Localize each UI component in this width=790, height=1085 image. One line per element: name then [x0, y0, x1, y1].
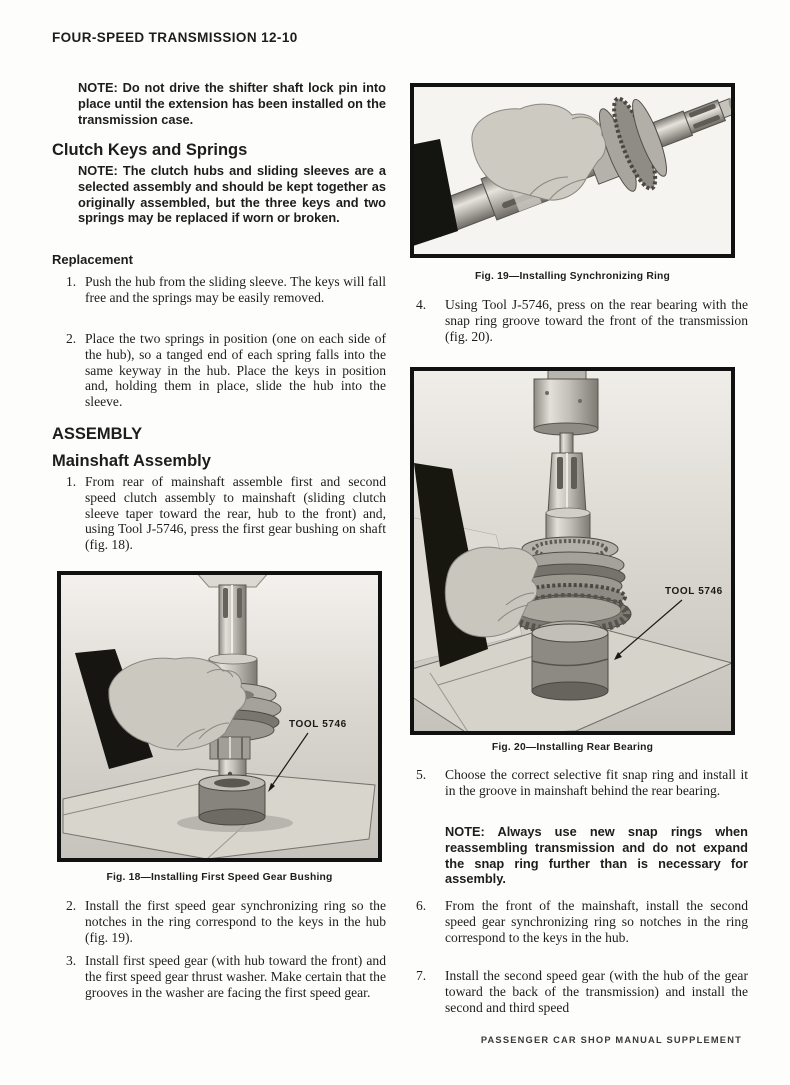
step-number: 2. [66, 331, 77, 346]
heading-assembly: ASSEMBLY [52, 425, 143, 443]
step-text: From the front of the mainshaft, install the second speed gear synchronizing ring so notches in the ring correspond to the keys in the hub. [445, 898, 748, 945]
fig18-caption: Fig. 18—Installing First Speed Gear Bushing [106, 872, 333, 883]
step-5 [416, 767, 748, 799]
step-text: Using Tool J-5746, press on the rear bearing with the snap ring groove toward the front of the transmission (fig. 20). [445, 297, 748, 344]
tool-label: TOOL 5746 [289, 719, 347, 730]
note-clutch-hubs: NOTE: The clutch hubs and sliding sleeves are a selected assembly and should be kept together as originally assembled, but the three keys and two springs may be replaced if worn or broken. [78, 163, 386, 226]
fig19-caption: Fig. 19—Installing Synchronizing Ring [474, 271, 671, 282]
mainshaft-step-1 [66, 474, 386, 553]
step-text: Install first speed gear (with hub toward the front) and the first speed gear thrust washer. Make certain that the grooves in the washer are facing the first speed gear. [85, 953, 386, 1000]
page-footer: PASSENGER CAR SHOP MANUAL SUPPLEMENT [480, 1035, 742, 1045]
step-number: 7. [416, 968, 427, 983]
step-text: Place the two springs in position (one on each side of the hub), so a tanged end of each spring falls into the same keyway in the hub. Place the keys in position and, holding them in place, slide the hub into the sleeve. [85, 331, 386, 410]
mainshaft-step-2 [66, 898, 386, 945]
step-text: Push the hub from the sliding sleeve. The keys will fall free and the springs may be easily removed. [85, 274, 386, 305]
step-number: 2. [66, 898, 77, 913]
fig19-photo [410, 83, 735, 258]
step-number: 6. [416, 898, 427, 913]
replacement-step-2 [66, 331, 386, 410]
heading-mainshaft-assembly: Mainshaft Assembly [52, 452, 211, 470]
sleeve-tool [532, 624, 608, 700]
fig20-caption: Fig. 20—Installing Rear Bearing [491, 742, 654, 753]
step-text: Install the first speed gear synchronizing ring so the notches in the ring correspond to the keys in the hub (fig. 19). [85, 898, 386, 945]
fig18-photo [57, 571, 382, 862]
figure-18 [57, 571, 382, 867]
note-shifter-shaft: NOTE: Do not drive the shifter shaft lock pin into place until the extension has been installed on the transmission case. [78, 80, 386, 127]
press-pilot [560, 433, 573, 455]
step-4 [416, 297, 748, 344]
note-snap-rings: NOTE: Always use new snap rings when reassembling transmission and do not expand the snap ring further than is necessary for assembly. [445, 824, 748, 887]
step-number: 3. [66, 953, 77, 968]
step-7 [416, 968, 748, 1015]
step-number: 5. [416, 767, 427, 782]
mainshaft-step-3 [66, 953, 386, 1000]
step-text: Install the second speed gear (with the hub of the gear toward the back of the transmission) and install the second and third speed [445, 968, 748, 1015]
tool-label: TOOL 5746 [665, 586, 723, 597]
figure-19 [410, 83, 735, 263]
step-6 [416, 898, 748, 945]
step-number: 1. [66, 274, 77, 289]
step-number: 1. [66, 474, 77, 489]
page-header: FOUR-SPEED TRANSMISSION 12-10 [52, 30, 298, 45]
figure-20 [410, 367, 735, 740]
step-text: From rear of mainshaft assemble first and second speed clutch assembly to mainshaft (sliding clutch sleeve taper toward the rear, hub to the front) and, using Tool J-5746, press the first gear bushing on shaft (fig. 18). [85, 474, 386, 553]
heading-clutch-keys: Clutch Keys and Springs [52, 141, 248, 159]
step-text: Choose the correct selective fit snap ring and install it in the groove in mainshaft behind the rear bearing. [445, 767, 748, 798]
step-number: 4. [416, 297, 427, 312]
bushing-tool [199, 775, 265, 825]
heading-replacement: Replacement [52, 252, 133, 267]
replacement-step-1 [66, 274, 386, 306]
fig20-photo [410, 367, 735, 735]
